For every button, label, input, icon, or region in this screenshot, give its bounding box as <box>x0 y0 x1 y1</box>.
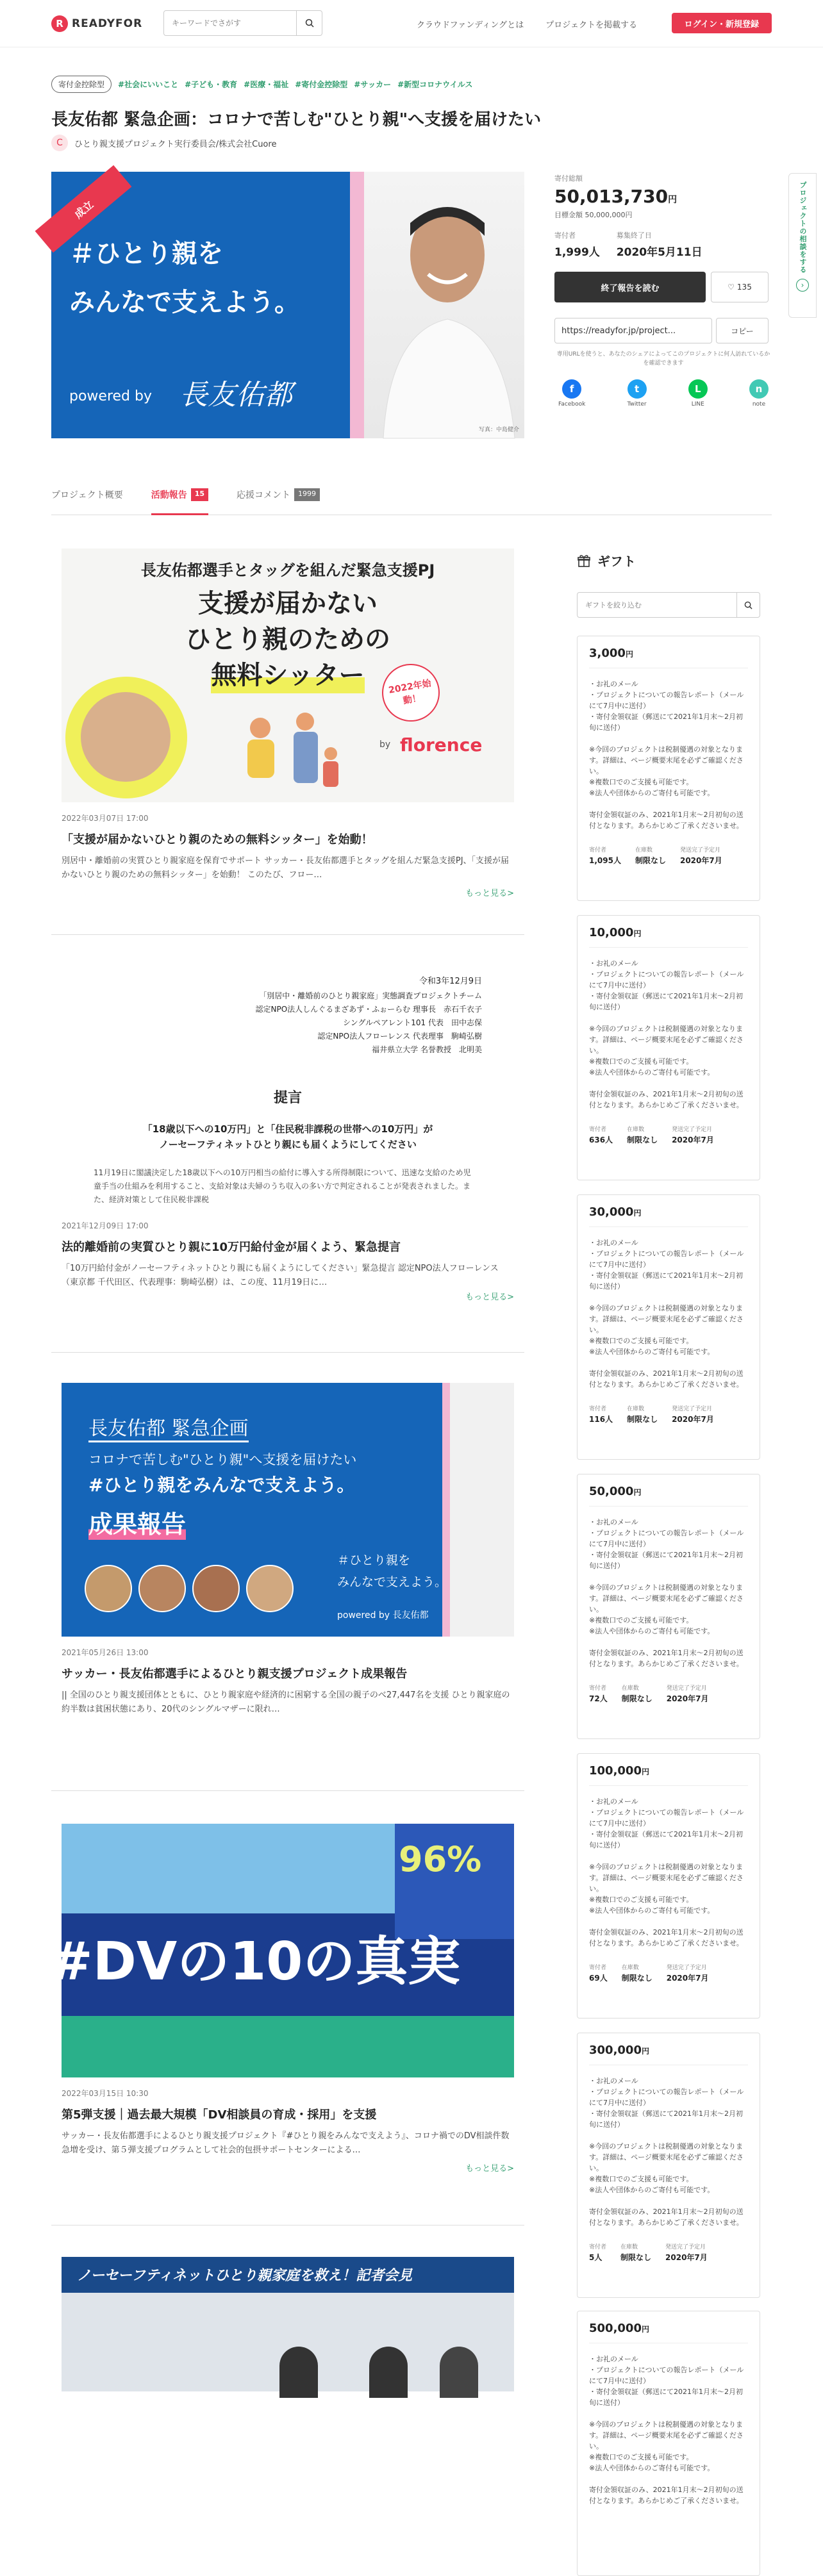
img-banner: ノーセーフティネットひとり親家庭を救え！記者会見 <box>77 2268 413 2284</box>
stat-value: 5人 <box>589 2253 603 2262</box>
person-photo-icon <box>364 172 524 438</box>
tag[interactable]: #社会にいいこと <box>118 80 179 89</box>
doc-subheading-line: 「18歳以下への10万円」と「住民税非課税の世帯への10万円」が <box>142 1123 433 1135</box>
img-right-line: みんなで支えよう。 <box>337 1575 447 1589</box>
social-label: Facebook <box>558 401 586 408</box>
doc-body: 11月19日に閣議決定した18歳以下への10万円相当の給付に導入する所得制限について、迅速な支給のため児童手当の仕組みを利用すること、支給対象は夫婦のうち収入の多い方で判定されることが発表されました。また、経済対策として住民税非課税 <box>94 1168 471 1204</box>
doc-author: 福井県立大学 名誉教授 北明美 <box>372 1045 482 1054</box>
stat-label: 在庫数 <box>621 1685 639 1692</box>
report-item[interactable] <box>62 549 514 898</box>
gift-price-value: 10,000 <box>589 926 634 939</box>
report-document-image <box>62 961 514 1218</box>
gift-card[interactable] <box>577 1194 760 1460</box>
report-date: 2022年03月07日 17:00 <box>62 814 149 823</box>
search-box <box>163 10 322 36</box>
share-note: 専用URLを使うと、あなたのシェアによってこのプロジェクトに何人訪れているかを確認できます <box>556 351 770 367</box>
gift-stock <box>622 1963 653 1983</box>
report-image <box>62 549 514 802</box>
stat-label: 発送完了予定月 <box>672 1127 713 1133</box>
img-headline-line: 支援が届かない <box>198 589 378 618</box>
gift-price <box>589 926 748 948</box>
tab-count-badge: 1999 <box>294 488 320 501</box>
tab-label: プロジェクト概要 <box>51 490 123 500</box>
end-date-stat <box>617 230 702 259</box>
tag[interactable]: #サッカー <box>354 80 392 89</box>
line-icon: L <box>688 379 708 399</box>
img-caption: 長友佑都選手とタッグを組んだ緊急支援PJ <box>140 561 435 579</box>
stat-value: 1,095人 <box>589 856 621 865</box>
report-summary: || 全国のひとり親支援団体とともに、ひとり親家庭や経済的に困窮する全国の親子のべ27,447名を支援 ひとり親家庭の約半数は貧困状態にあり、20代のシングルマザーに限れ… <box>62 1690 510 1714</box>
social-label: LINE <box>691 401 704 408</box>
gift-stats <box>589 1963 748 1983</box>
stat-value: 2020年7月 <box>665 2253 708 2262</box>
stat-value: 636人 <box>589 1135 613 1144</box>
favorite-count: 135 <box>736 283 752 292</box>
gift-description: ・お礼のメール ・プロジェクトについての報告レポート（メールにて7月中に送付） ・寄付金領収証（郵送にて2021年1月末〜2月初旬に送付） ※今回のプロジェクトは税制優遇の対象となります。詳細は、ページ概要末尾を必ずご確認ください。 ※複数口でのご支援も可能です。 ※法人や団体からのご寄付も可能です。 寄付金領収証のみ、2021年1月末〜2月初旬の送付となります。あらかじめご了承くださいませ。 <box>589 1797 744 1947</box>
gift-price <box>589 1205 748 1227</box>
stat-label: 寄付者 <box>589 2244 607 2250</box>
img-subtitle: コロナで苦しむ"ひとり親"へ支援を届けたい <box>88 1452 357 1467</box>
photo-circle <box>138 1565 186 1612</box>
gift-card[interactable] <box>577 915 760 1180</box>
gift-price-unit: 円 <box>641 2325 649 2334</box>
social-label: note <box>752 401 766 408</box>
report-image <box>62 1383 514 1637</box>
stat-label: 発送完了予定月 <box>679 847 720 854</box>
stat-label: 発送完了予定月 <box>672 1406 713 1412</box>
report-date: 2021年12月09日 17:00 <box>62 1221 149 1230</box>
table-panel <box>62 2391 514 2468</box>
stat-value: 制限なし <box>621 1694 653 1703</box>
stat-label: 在庫数 <box>620 2244 638 2250</box>
donor-stat <box>554 230 600 259</box>
search-icon <box>744 601 752 609</box>
photo-circles <box>85 1565 294 1612</box>
gift-price-unit: 円 <box>641 1767 649 1776</box>
doc-date: 令和3年12月9日 <box>419 977 482 986</box>
gift-search-button[interactable] <box>736 593 760 617</box>
header-nav <box>417 18 637 30</box>
search-icon <box>305 19 314 28</box>
gift-price <box>589 2322 748 2343</box>
gift-price-unit: 円 <box>633 1488 642 1497</box>
tab-count-badge: 15 <box>191 488 208 501</box>
share-url-row <box>554 318 772 343</box>
doc-authors <box>256 989 482 1057</box>
stat-label: 寄付者 <box>589 1965 607 1971</box>
consult-label: プロジェクトの相談をする <box>799 181 807 274</box>
gift-icon <box>577 554 591 568</box>
divider <box>51 1790 524 1791</box>
gift-stock <box>627 1125 658 1145</box>
gift-stock <box>627 1404 658 1424</box>
stat-label: 在庫数 <box>635 847 653 854</box>
report-title[interactable]: 法的離婚前の実質ひとり親に10万円給付金が届くよう、緊急提言 <box>62 1241 401 1254</box>
read-more-link[interactable]: もっと見る> <box>465 1292 514 1302</box>
tab-comments[interactable] <box>237 484 320 515</box>
doc-heading: 提言 <box>273 1090 302 1106</box>
owner-name: ひとり親支援プロジェクト実行委員会/株式会社Cuore <box>74 139 277 149</box>
tag-list <box>51 76 472 93</box>
owner-avatar-icon: C <box>51 135 68 151</box>
doc-subheading-line: ノーセーフティネットひとり親にも届くようにしてください <box>159 1139 417 1150</box>
hero-photo <box>364 172 524 438</box>
report-date: 2022年03月15日 10:30 <box>62 2089 149 2098</box>
goal-amount: 目標金額 50,000,000円 <box>554 211 633 219</box>
gift-donors <box>589 1404 613 1424</box>
stat-value: 制限なし <box>620 2253 652 2262</box>
share-note-button[interactable] <box>749 379 769 408</box>
hero-image <box>51 172 524 438</box>
logo-text: READYFOR <box>72 17 143 30</box>
report-date: 2021年05月26日 13:00 <box>62 1648 149 1657</box>
project-owner[interactable] <box>51 135 276 151</box>
gift-price <box>589 2043 748 2065</box>
tab-overview[interactable] <box>51 484 123 515</box>
stat-label: 在庫数 <box>627 1406 645 1412</box>
img-title: 長友佑都 緊急企画 <box>88 1412 249 1442</box>
stat-value: 2020年7月 <box>679 856 722 865</box>
gift-price-value: 300,000 <box>589 2043 642 2057</box>
nav-about[interactable]: クラウドファンディングとは <box>416 21 524 30</box>
stat-label: 在庫数 <box>621 1965 639 1971</box>
end-date: 2020年5月11日 <box>616 246 702 259</box>
gift-donors <box>589 1125 613 1145</box>
gift-price-value: 3,000 <box>589 647 626 660</box>
gift-price <box>589 1764 748 1786</box>
img-headline-line: 無料シッター <box>211 657 364 693</box>
player-photo <box>450 1383 514 1637</box>
favorite-button[interactable] <box>711 272 769 302</box>
stat-value: 69人 <box>589 1974 608 1983</box>
report-title[interactable]: 第5弾支援｜過去最大規模「DV相談員の育成・採用」を支援 <box>62 2108 377 2122</box>
gift-search <box>577 592 760 618</box>
gift-stock <box>635 845 666 866</box>
tag[interactable]: #子ども・教育 <box>185 80 238 89</box>
stat-label: 寄付者 <box>589 1406 607 1412</box>
stat-label: 寄付者 <box>589 1127 607 1133</box>
gift-card[interactable] <box>577 1474 760 1739</box>
heart-icon: ♡ <box>727 283 735 292</box>
facebook-icon: f <box>562 379 581 399</box>
project-tabs <box>51 484 772 515</box>
gift-price-value: 100,000 <box>589 1764 642 1778</box>
florence-logo: florence <box>400 734 483 755</box>
gift-description: ・お礼のメール ・プロジェクトについての報告レポート（メールにて7月中に送付） ・寄付金領収証（郵送にて2021年1月末〜2月初旬に送付） ※今回のプロジェクトは税制優遇の対象となります。詳細は、ページ概要末尾を必ずご確認ください。 ※複数口でのご支援も可能です。 ※法人や団体からのご寄付も可能です。 寄付金領収証のみ、2021年1月末〜2月初旬の送付となります。あらかじめご了承くださいませ。 <box>589 1239 744 1389</box>
gift-price-value: 500,000 <box>589 2322 642 2335</box>
gift-price <box>589 647 748 668</box>
search-button[interactable] <box>296 11 322 35</box>
pink-stripe <box>442 1383 450 1637</box>
funding-stats <box>554 173 772 408</box>
total-label: 寄付総額 <box>554 174 583 183</box>
stat-value: 2020年7月 <box>672 1415 714 1424</box>
gift-donors <box>589 1683 608 1704</box>
tab-label: 活動報告 <box>151 490 187 500</box>
photo-credit: 写真：中島健介 <box>478 427 519 433</box>
photo-circle <box>85 1565 132 1612</box>
stat-value: 制限なし <box>627 1415 658 1424</box>
doc-author: 「別居中・離婚前のひとり親家庭」実態調査プロジェクトチーム <box>259 991 482 1000</box>
total-value: 50,013,730 <box>554 186 669 207</box>
report-item[interactable] <box>49 1824 514 2174</box>
project-title: 長友佑都 緊急企画：コロナで苦しむ"ひとり親"へ支援を届けたい <box>51 110 542 129</box>
report-title[interactable]: サッカー・長友佑都選手によるひとり親支援プロジェクト成果報告 <box>62 1667 408 1681</box>
stat-value: 2020年7月 <box>672 1135 714 1144</box>
stat-label: 発送完了予定月 <box>665 2244 706 2250</box>
gift-price-unit: 円 <box>625 650 633 659</box>
report-title[interactable]: 「支援が届かないひとり親のための無料シッター」を始動！ <box>62 833 373 846</box>
search-input[interactable] <box>164 11 296 35</box>
social-label: Twitter <box>627 401 647 408</box>
gift-stock <box>622 1683 653 1704</box>
photo-circle <box>192 1565 240 1612</box>
report-item[interactable] <box>62 1383 514 1717</box>
share-twitter[interactable] <box>627 379 646 408</box>
gift-description: ・お礼のメール ・プロジェクトについての報告レポート（メールにて7月中に送付） ・寄付金領収証（郵送にて2021年1月末〜2月初旬に送付） ※今回のプロジェクトは税制優遇の対象となります。詳細は、ページ概要末尾を必ずご確認ください。 ※複数口でのご支援も可能です。 ※法人や団体からのご寄付も可能です。 寄付金領収証のみ、2021年1月末〜2月初旬の送付となります。あらかじめご了承くださいませ。 <box>589 2077 744 2227</box>
gift-heading-text: ギフト <box>597 554 636 569</box>
stat-value: 制限なし <box>621 1974 653 1983</box>
stat-value: 制限なし <box>635 856 666 865</box>
img-by: by <box>379 739 391 750</box>
gift-card[interactable] <box>577 2311 760 2576</box>
gift-delivery <box>667 1683 709 1704</box>
hero-headline <box>69 229 300 327</box>
gift-stats <box>589 1404 748 1424</box>
stat-value: 制限なし <box>627 1135 658 1144</box>
stat-value: 2020年7月 <box>666 1694 709 1703</box>
share-url-field[interactable]: https://readyfor.jp/project... <box>554 318 712 343</box>
nav-publish[interactable]: プロジェクトを掲載する <box>545 21 637 30</box>
gift-price-unit: 円 <box>633 929 642 938</box>
gift-delivery <box>665 2242 708 2263</box>
gift-delivery <box>672 1404 714 1424</box>
report-summary: 別居中・離婚前の実質ひとり親家庭を保育でサポート サッカー・長友佑都選手とタッグを組んだ緊急支援PJ、「支援が届かないひとり親のための無料シッター」を始動！ このたび、フロー… <box>62 856 510 880</box>
report-item[interactable] <box>62 2257 514 2468</box>
gift-heading <box>577 551 636 570</box>
doc-author: 認定NPO法人しんぐるまざあず・ふぉーらむ 理事長 赤石千衣子 <box>255 1005 482 1014</box>
donors-label: 寄付者 <box>554 231 576 240</box>
divider <box>51 934 524 935</box>
tag[interactable]: #医療・福祉 <box>244 80 289 89</box>
note-icon: n <box>749 379 769 399</box>
gift-price-unit: 円 <box>633 1209 642 1218</box>
gift-delivery <box>667 1963 709 1983</box>
share-facebook[interactable] <box>558 379 585 408</box>
gift-description: ・お礼のメール ・プロジェクトについての報告レポート（メールにて7月中に送付） ・寄付金領収証（郵送にて2021年1月末〜2月初旬に送付） ※今回のプロジェクトは税制優遇の対象となります。詳細は、ページ概要末尾を必ずご確認ください。 ※複数口でのご支援も可能です。 ※法人や団体からのご寄付も可能です。 寄付金領収証のみ、2021年1月末〜2月初旬の送付となります。あらかじめご了承くださいませ。 <box>589 1518 744 1668</box>
hero-signature: 長友佑都 <box>179 379 292 411</box>
social-share <box>554 379 772 408</box>
doc-author: シングルペアレント101 代表 田中志保 <box>342 1018 482 1027</box>
site-header <box>0 0 823 47</box>
speaker-figure <box>279 2347 318 2398</box>
end-label: 募集終了日 <box>616 231 652 240</box>
img-percent: 96% <box>399 1839 482 1879</box>
stat-row <box>554 230 772 259</box>
family-illustration-icon <box>222 696 350 798</box>
gift-price-unit: 円 <box>641 2047 649 2056</box>
doc-subheading <box>62 1121 514 1152</box>
gift-filter-input[interactable] <box>578 593 736 617</box>
twitter-icon: t <box>628 379 647 399</box>
doc-author: 認定NPO法人フローレンス 代表理事 駒崎弘樹 <box>317 1032 482 1041</box>
share-line[interactable] <box>688 379 708 408</box>
stat-value: 2020年7月 <box>666 1974 709 1983</box>
img-result: 成果報告 <box>88 1505 186 1540</box>
report-item[interactable] <box>62 961 514 1302</box>
stat-value: 116人 <box>589 1415 613 1424</box>
stat-label: 寄付者 <box>589 1685 607 1692</box>
tab-label: 応援コメント <box>237 490 291 500</box>
logo[interactable] <box>51 15 142 32</box>
gift-description: ・お礼のメール ・プロジェクトについての報告レポート（メールにて7月中に送付） ・寄付金領収証（郵送にて2021年1月末〜2月初旬に送付） ※今回のプロジェクトは税制優遇の対象となります。詳細は、ページ概要末尾を必ずご確認ください。 ※複数口でのご支援も可能です。 ※法人や団体からのご寄付も可能です。 寄付金領収証のみ、2021年1月末〜2月初旬の送付となります。あらかじめご了承くださいませ。 <box>589 959 744 1109</box>
gift-price-value: 50,000 <box>589 1485 634 1498</box>
gift-stats <box>589 845 748 866</box>
hero-pink-stripe <box>350 172 364 438</box>
hero-powered-by: powered by <box>69 388 152 404</box>
img-right-text <box>337 1549 447 1593</box>
gift-stats <box>589 1683 748 1704</box>
player-photo <box>81 692 170 782</box>
gift-donors <box>589 845 621 866</box>
stat-label: 寄付者 <box>589 847 607 854</box>
tag[interactable]: #寄付金控除型 <box>295 80 348 89</box>
yen-unit: 円 <box>668 195 678 205</box>
gift-card[interactable] <box>577 2033 760 2298</box>
report-summary: 「10万円給付金がノーセーフティネットひとり親にも届くようにしてください」緊急提言 認定NPO法人フローレンス（東京都 千代田区、代表理事：駒崎弘樹）は、この度、11月19日に… <box>62 1264 499 1287</box>
hero-headline-line: ＃ひとり親を <box>69 239 223 268</box>
report-image <box>49 1824 514 2077</box>
gift-delivery <box>672 1125 714 1145</box>
stat-label: 発送完了予定月 <box>666 1965 707 1971</box>
hero-headline-line: みんなで支えよう。 <box>69 288 300 317</box>
gift-donors <box>589 2242 606 2263</box>
action-row <box>554 272 772 302</box>
speaker-figure <box>369 2347 408 2398</box>
gift-description: ・お礼のメール ・プロジェクトについての報告レポート（メールにて7月中に送付） ・寄付金領収証（郵送にて2021年1月末〜2月初旬に送付） ※今回のプロジェクトは税制優遇の対象となります。詳細は、ページ概要末尾を必ずご確認ください。 ※複数口でのご支援も可能です。 ※法人や団体からのご寄付も可能です。 寄付金領収証のみ、2021年1月末〜2月初旬の送付となります。あらかじめご了承くださいませ。 <box>589 2355 744 2505</box>
success-badge: 成立 <box>35 165 132 253</box>
read-more-link[interactable]: もっと見る> <box>465 2164 514 2174</box>
stat-label: 在庫数 <box>627 1127 645 1133</box>
gift-donors <box>589 1963 608 1983</box>
stat-value: 72人 <box>589 1694 608 1703</box>
gift-stock <box>620 2242 651 2263</box>
read-final-report-button[interactable]: 終了報告を読む <box>554 272 706 302</box>
donors-count: 1,999人 <box>554 246 600 259</box>
img-right-line: ＃ひとり親を <box>337 1553 411 1567</box>
logo-mark-icon: R <box>51 15 68 32</box>
speaker-figure <box>440 2347 478 2398</box>
gift-description: ・お礼のメール ・プロジェクトについての報告レポート（メールにて7月中に送付） ・寄付金領収証（郵送にて2021年1月末〜2月初旬に送付） ※今回のプロジェクトは税制優遇の対象となります。詳細は、ページ概要末尾を必ずご確認ください。 ※複数口でのご支援も可能です。 ※法人や団体からのご寄付も可能です。 寄付金領収証のみ、2021年1月末〜2月初旬の送付となります。あらかじめご了承くださいませ。 <box>589 680 744 830</box>
read-more-link[interactable]: もっと見る> <box>465 889 514 898</box>
gift-delivery <box>680 845 722 866</box>
gift-card[interactable] <box>577 636 760 901</box>
img-headline: #DVの10の真実 <box>49 1931 461 1992</box>
tag[interactable]: #新型コロナウイルス <box>397 80 473 89</box>
gift-stats <box>589 2242 748 2263</box>
gift-price-value: 30,000 <box>589 1205 634 1219</box>
report-summary: サッカー・長友佑都選手によるひとり親支援プロジェクト『#ひとり親をみんなで支えよう』、コロナ禍でのDV相談件数急増を受け、第５弾支援プログラムとして社会的包摂サポートセンターによる… <box>62 2131 510 2155</box>
img-powered: powered by 長友佑都 <box>337 1610 429 1621</box>
img-headline-line: ひとり親のための <box>185 625 390 654</box>
copy-url-button[interactable]: コピー <box>716 318 769 343</box>
type-tag[interactable]: 寄付金控除型 <box>51 76 112 93</box>
tab-reports[interactable] <box>151 484 208 515</box>
ground-panel <box>62 2016 514 2077</box>
divider <box>51 1352 524 1353</box>
gift-price <box>589 1485 748 1507</box>
total-amount <box>554 186 772 207</box>
stat-label: 発送完了予定月 <box>666 1685 707 1692</box>
gift-card[interactable] <box>577 1753 760 2019</box>
photo-circle <box>246 1565 294 1612</box>
consult-side-tab[interactable] <box>788 173 817 318</box>
report-image <box>62 2257 514 2468</box>
start-badge: 2022年始動！ <box>378 659 444 726</box>
gift-stats <box>589 1125 748 1145</box>
login-button[interactable]: ログイン・新規登録 <box>672 13 772 33</box>
img-hashtag: #ひとり親をみんなで支えよう。 <box>88 1474 355 1496</box>
chevron-right-icon: › <box>796 279 809 292</box>
